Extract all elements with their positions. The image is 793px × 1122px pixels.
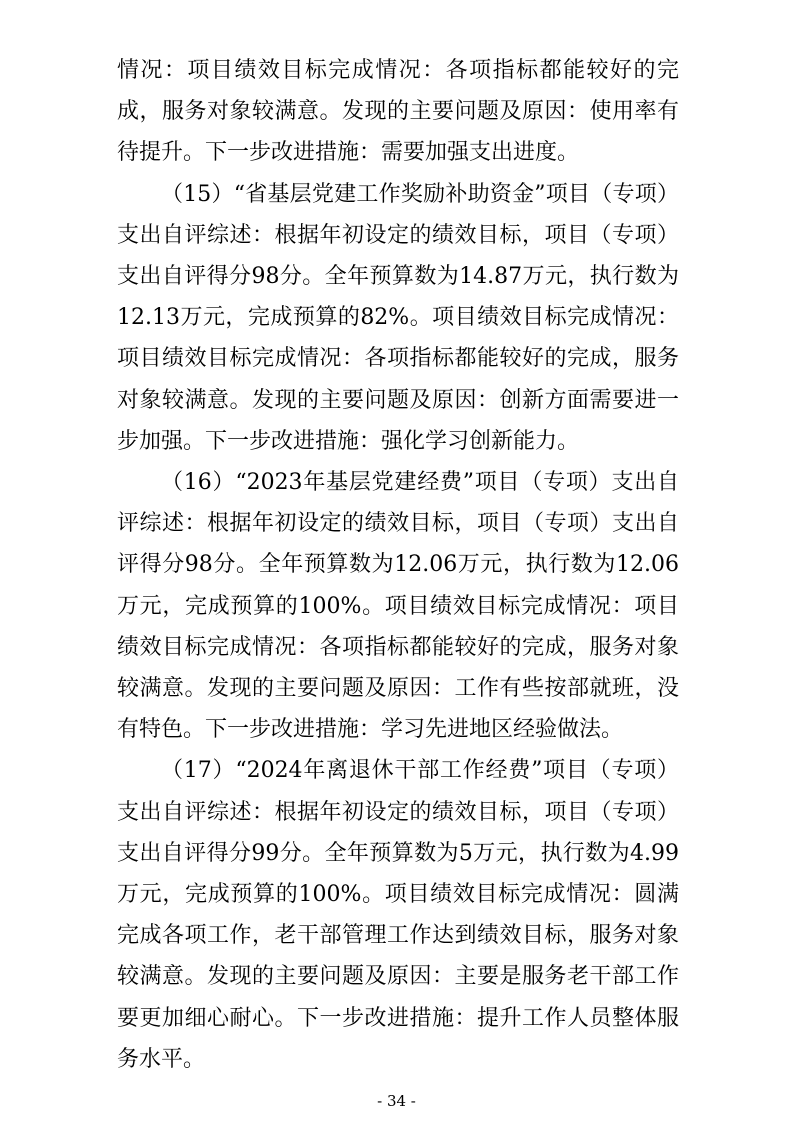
page-number: - 34 - [377,1092,416,1110]
paragraph-item-15: （15）“省基层党建工作奖励补助资金”项目（专项）支出自评综述：根据年初设定的绩效目标，项目（专项）支出自评得分98分。全年预算数为14.87万元，执行数为12.13万元，完成预算的82%。项目绩效目标完成情况：项目绩效目标完成情况：各项指标都能较好的完成，服务对象较满意。发现的主要问题及原因：创新方面需要进一步加强。下一步改进措施：强化学习创新能力。 [117,181,679,454]
document-body [117,50,679,1080]
paragraph-continued: 情况：项目绩效目标完成情况：各项指标都能较好的完成，服务对象较满意。发现的主要问题及原因：使用率有待提升。下一步改进措施：需要加强支出进度。 [117,58,679,166]
paragraph-item-16: （16）“2023年基层党建经费”项目（专项）支出自评综述：根据年初设定的绩效目标，项目（专项）支出自评得分98分。全年预算数为12.06万元，执行数为12.06万元，完成预算的100%。项目绩效目标完成情况：项目绩效目标完成情况：各项指标都能较好的完成，服务对象较满意。发现的主要问题及原因：工作有些按部就班，没有特色。下一步改进措施：学习先进地区经验做法。 [117,470,679,743]
paragraph-item-17: （17）“2024年离退休干部工作经费”项目（专项）支出自评综述：根据年初设定的绩效目标，项目（专项）支出自评得分99分。全年预算数为5万元，执行数为4.99万元，完成预算的100%。项目绩效目标完成情况：圆满完成各项工作，老干部管理工作达到绩效目标，服务对象较满意。发现的主要问题及原因：主要是服务老干部工作要更加细心耐心。下一步改进措施：提升工作人员整体服务水平。 [117,758,679,1072]
